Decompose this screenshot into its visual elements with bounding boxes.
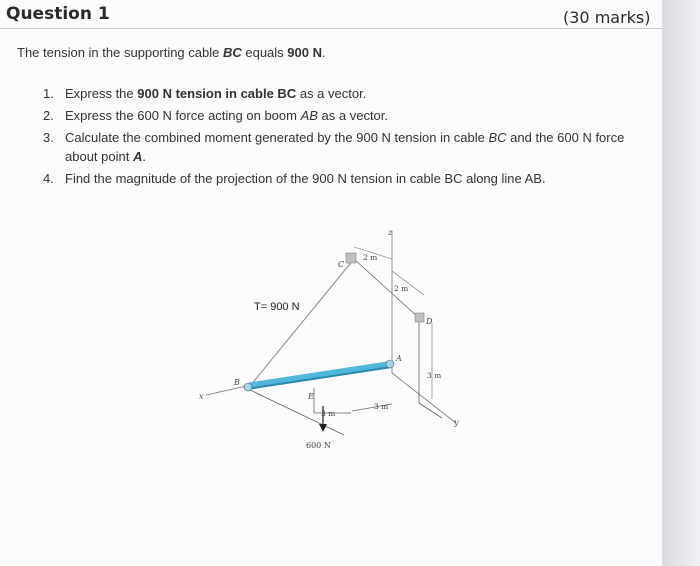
question-text: Express the xyxy=(65,86,138,101)
boom-ab xyxy=(250,364,388,385)
problem-statement xyxy=(17,45,326,60)
point-b-label: B xyxy=(234,378,240,387)
dim-label-top-d: 2 m xyxy=(394,284,409,293)
force-label: 600 N xyxy=(306,441,331,450)
dim-label-right: 3 m xyxy=(427,371,442,380)
dim-label-top-c: 2 m xyxy=(363,253,378,262)
tension-label: T= 900 N xyxy=(254,301,300,313)
intro-text-3: . xyxy=(322,45,326,60)
question-number: 3. xyxy=(43,130,54,145)
z-axis-label: z xyxy=(388,228,393,237)
support-line-cd xyxy=(354,259,419,318)
question-number: 2. xyxy=(43,108,54,123)
question-text: and the 600 N force about point xyxy=(65,130,625,164)
point-e-label: E xyxy=(308,392,314,401)
question-number: 4. xyxy=(43,171,54,186)
dim-label-bottom-right: 3 m xyxy=(374,402,389,411)
question-text: Calculate the combined moment generated by the 900 N tension in cable xyxy=(65,130,489,145)
y-axis-label: y xyxy=(454,418,459,427)
question-title: Question 1 xyxy=(6,4,110,24)
intro-text-2: equals xyxy=(241,45,288,60)
point-a-label: A xyxy=(396,354,402,363)
marks-label: (30 marks) xyxy=(563,8,651,27)
dim-label-bottom-left: 3 m xyxy=(321,409,336,418)
question-item-3 xyxy=(43,128,655,166)
support-c xyxy=(346,253,356,263)
intro-bold-900n: 900 N xyxy=(287,45,322,60)
question-item-4 xyxy=(43,169,655,188)
question-bold-text: 900 N tension in cable BC xyxy=(137,86,297,101)
question-item-1 xyxy=(43,84,655,103)
x-axis-label: x xyxy=(199,392,204,401)
boom-cable-diagram xyxy=(196,223,486,463)
background-edge xyxy=(662,0,700,566)
header-divider xyxy=(0,28,662,29)
intro-bold-bc: BC xyxy=(222,45,242,60)
question-bold-italic-text: A xyxy=(132,149,143,164)
cable-bc xyxy=(250,259,354,386)
support-line-d-foot xyxy=(419,403,442,418)
y-axis-line xyxy=(392,373,456,423)
point-d-label: D xyxy=(426,317,433,326)
question-text: as a vector. xyxy=(296,86,367,101)
joint-a xyxy=(386,360,394,368)
question-text: . xyxy=(142,149,146,164)
question-italic-text: AB xyxy=(300,108,318,123)
support-d xyxy=(415,313,424,322)
question-item-2 xyxy=(43,106,655,125)
question-italic-text: BC xyxy=(488,130,507,145)
question-number: 1. xyxy=(43,86,54,101)
question-text: Find the magnitude of the projection of the 900 N tension in cable BC along line AB. xyxy=(65,171,546,186)
force-arrow-icon xyxy=(319,424,327,432)
question-list xyxy=(43,84,655,191)
intro-text-1: The tension in the supporting cable xyxy=(17,45,223,60)
joint-b xyxy=(244,383,252,391)
question-text: as a vector. xyxy=(317,108,389,123)
point-c-label: C xyxy=(338,260,345,269)
question-text: Express the 600 N force acting on boom xyxy=(65,108,301,123)
